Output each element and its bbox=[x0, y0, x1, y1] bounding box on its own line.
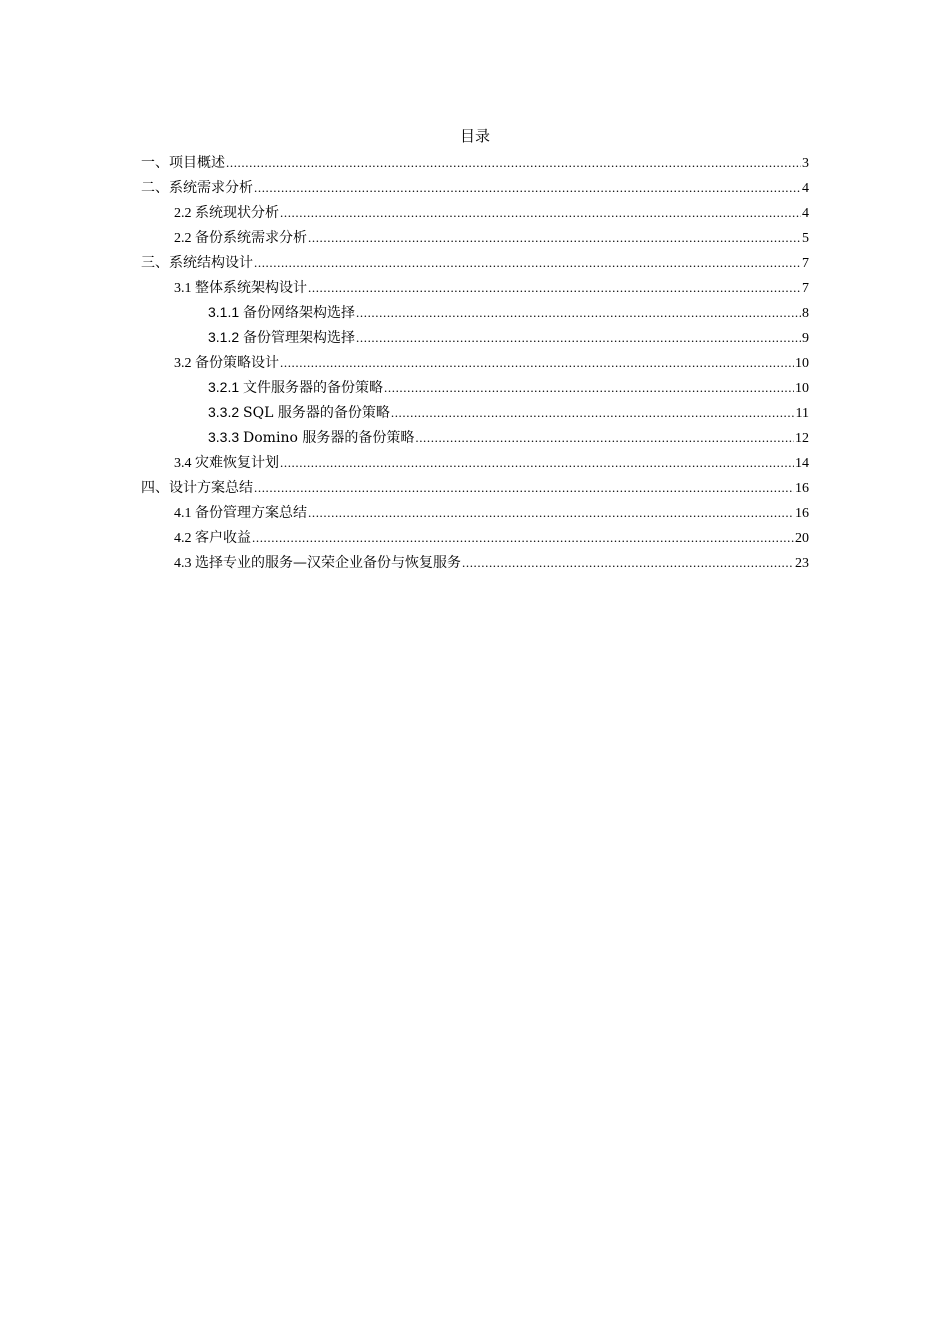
toc-entry-text: 整体系统架构设计 bbox=[195, 280, 307, 296]
toc-dot-leader bbox=[254, 475, 794, 500]
toc-entry-text: 灾难恢复计划 bbox=[195, 455, 279, 471]
toc-entry[interactable] bbox=[141, 550, 809, 575]
toc-dot-leader bbox=[356, 325, 801, 350]
toc-entry-label bbox=[208, 300, 355, 326]
toc-entry-label bbox=[174, 226, 307, 251]
toc-entry-label bbox=[174, 501, 307, 526]
toc-entry-label bbox=[141, 476, 253, 501]
toc-page-number: 20 bbox=[795, 531, 809, 546]
toc-entry-text: 备份管理架构选择 bbox=[243, 330, 356, 346]
toc-entry-label bbox=[174, 351, 279, 376]
toc-dot-leader bbox=[254, 250, 801, 275]
toc-page-number: 10 bbox=[795, 356, 809, 371]
toc-entry[interactable] bbox=[141, 525, 809, 550]
toc-entry[interactable] bbox=[141, 150, 809, 175]
toc-page-number: 23 bbox=[795, 556, 809, 571]
toc-entry-label bbox=[141, 151, 225, 176]
table-of-contents bbox=[141, 150, 809, 575]
toc-page-number: 7 bbox=[802, 281, 809, 296]
toc-entry[interactable] bbox=[141, 175, 809, 200]
toc-entry-label bbox=[174, 201, 279, 226]
toc-entry[interactable] bbox=[141, 250, 809, 275]
toc-dot-leader bbox=[384, 375, 794, 400]
toc-entry-text: 一、项目概述 bbox=[141, 155, 225, 171]
toc-entry-text: 四、设计方案总结 bbox=[141, 480, 253, 496]
toc-page-number: 10 bbox=[795, 381, 809, 396]
toc-entry-number: 3.4 bbox=[174, 456, 195, 471]
toc-entry[interactable] bbox=[141, 475, 809, 500]
toc-entry-text: 备份策略设计 bbox=[195, 355, 279, 371]
toc-dot-leader bbox=[254, 175, 801, 200]
toc-entry-text: 二、系统需求分析 bbox=[141, 180, 253, 196]
toc-entry-number: 3.2.1 bbox=[208, 379, 244, 395]
toc-entry-label bbox=[208, 425, 414, 451]
toc-entry[interactable] bbox=[141, 350, 809, 375]
toc-entry-number: 2.2 bbox=[174, 206, 195, 221]
toc-dot-leader bbox=[356, 300, 801, 325]
toc-entry-number: 2.2 bbox=[174, 231, 195, 246]
toc-entry[interactable] bbox=[141, 425, 809, 450]
toc-page-number: 3 bbox=[802, 156, 809, 171]
toc-entry-label bbox=[174, 526, 251, 551]
toc-dot-leader bbox=[308, 275, 801, 300]
toc-entry[interactable] bbox=[141, 200, 809, 225]
toc-page-number: 16 bbox=[795, 506, 809, 521]
toc-entry[interactable] bbox=[141, 225, 809, 250]
toc-entry-text: 三、系统结构设计 bbox=[141, 255, 253, 271]
toc-entry-number: 3.2 bbox=[174, 356, 195, 371]
toc-dot-leader bbox=[462, 550, 794, 575]
toc-entry[interactable] bbox=[141, 500, 809, 525]
toc-page-number: 9 bbox=[802, 331, 809, 346]
toc-dot-leader bbox=[280, 350, 794, 375]
toc-entry[interactable] bbox=[141, 450, 809, 475]
toc-entry-number: 4.3 bbox=[174, 556, 195, 571]
toc-entry-label bbox=[208, 400, 390, 426]
toc-entry-label bbox=[208, 325, 355, 351]
toc-entry-label bbox=[208, 375, 383, 401]
toc-entry-text: 系统现状分析 bbox=[195, 205, 279, 221]
toc-page-number: 4 bbox=[802, 206, 809, 221]
toc-dot-leader bbox=[308, 225, 801, 250]
toc-entry-text: 备份管理方案总结 bbox=[195, 505, 307, 521]
toc-page-number: 7 bbox=[802, 256, 809, 271]
toc-entry-number: 4.2 bbox=[174, 531, 195, 546]
toc-entry[interactable] bbox=[141, 375, 809, 400]
toc-entry-number: 4.1 bbox=[174, 506, 195, 521]
toc-entry-number: 3.3.2 bbox=[208, 404, 244, 420]
toc-entry-text: Domino 服务器的备份策略 bbox=[243, 430, 415, 446]
toc-page-number: 5 bbox=[802, 231, 809, 246]
toc-title: 目录 bbox=[459, 127, 490, 145]
toc-page-number: 4 bbox=[802, 181, 809, 196]
toc-dot-leader bbox=[252, 525, 794, 550]
toc-dot-leader bbox=[280, 450, 794, 475]
toc-dot-leader bbox=[391, 400, 795, 425]
toc-entry-text: 备份网络架构选择 bbox=[243, 305, 356, 321]
toc-entry-number: 3.1.2 bbox=[208, 329, 244, 345]
toc-entry-number: 3.1 bbox=[174, 281, 195, 296]
toc-entry-label bbox=[174, 451, 279, 476]
toc-entry-number: 3.3.3 bbox=[208, 429, 244, 445]
toc-entry[interactable] bbox=[141, 275, 809, 300]
toc-entry[interactable] bbox=[141, 400, 809, 425]
toc-entry-label bbox=[141, 176, 253, 201]
toc-entry-number: 3.1.1 bbox=[208, 304, 244, 320]
toc-entry-label bbox=[141, 251, 253, 276]
toc-entry[interactable] bbox=[141, 300, 809, 325]
toc-dot-leader bbox=[280, 200, 801, 225]
toc-entry-text: 备份系统需求分析 bbox=[195, 230, 307, 246]
toc-page-number: 14 bbox=[795, 456, 809, 471]
toc-dot-leader bbox=[226, 150, 801, 175]
toc-dot-leader bbox=[308, 500, 794, 525]
toc-page-number: 12 bbox=[795, 431, 809, 446]
toc-page-number: 16 bbox=[795, 481, 809, 496]
toc-entry-text: 客户收益 bbox=[195, 530, 251, 546]
toc-page-number: 8 bbox=[802, 306, 809, 321]
toc-entry-text: 文件服务器的备份策略 bbox=[243, 380, 384, 396]
toc-entry-text: 选择专业的服务—汉荣企业备份与恢复服务 bbox=[195, 555, 461, 571]
toc-entry-label bbox=[174, 276, 307, 301]
toc-entry-label bbox=[174, 551, 461, 576]
toc-dot-leader bbox=[415, 425, 794, 450]
toc-entry-text: SQL 服务器的备份策略 bbox=[243, 405, 390, 421]
toc-entry[interactable] bbox=[141, 325, 809, 350]
toc-page-number: 11 bbox=[795, 406, 809, 421]
